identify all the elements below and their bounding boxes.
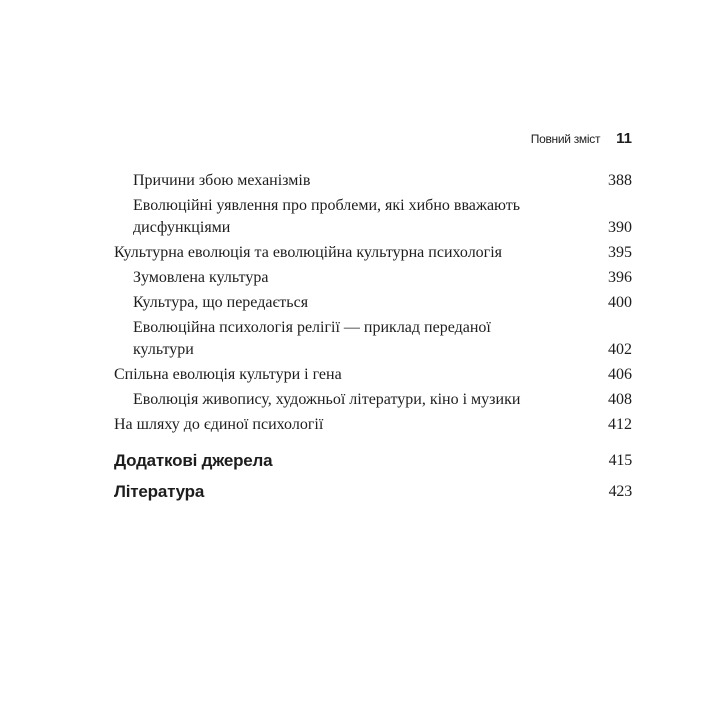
- toc-entry-title: Література: [114, 482, 205, 501]
- toc-entry-page: 400: [608, 294, 632, 311]
- toc-entry-page: 412: [608, 416, 632, 433]
- toc-entry-page: 402: [608, 341, 632, 358]
- header-title: Повний зміст: [530, 132, 601, 146]
- toc-entry-page: 406: [608, 366, 632, 383]
- toc-entry-title: Спільна еволюція культури і гена: [114, 366, 342, 383]
- toc-entry-title: На шляху до єдиної психології: [114, 416, 324, 433]
- toc-entry-title: Додаткові джерела: [114, 451, 273, 470]
- toc-entry-title: Зумовлена культура: [133, 269, 269, 286]
- header-page-number: 11: [616, 130, 632, 147]
- toc-entry-page: 390: [608, 219, 632, 236]
- toc-entry[interactable]: [114, 364, 632, 386]
- table-of-contents: [114, 170, 632, 503]
- toc-entry-title: Культурна еволюція та еволюційна культурна психологія: [114, 244, 503, 261]
- toc-entry-page: 408: [608, 391, 632, 408]
- toc-entry-title: Культура, що передається: [133, 294, 309, 311]
- toc-entry-page: 415: [608, 452, 632, 469]
- toc-entry[interactable]: [114, 414, 632, 436]
- toc-entry-title: Еволюційна психологія релігії — приклад переданої культури: [133, 319, 491, 358]
- toc-entry-main[interactable]: [114, 481, 632, 503]
- toc-entry-title: Еволюційні уявлення про проблеми, які хибно вважають дисфункціями: [133, 197, 521, 236]
- toc-entry-page: 395: [608, 244, 632, 261]
- toc-entry-main[interactable]: [114, 450, 632, 472]
- toc-entry[interactable]: [114, 389, 632, 411]
- running-header: [531, 130, 632, 147]
- toc-entry-page: 396: [608, 269, 632, 286]
- toc-entry-title: Еволюція живопису, художньої літератури, кіно і музики: [133, 391, 521, 408]
- toc-entry[interactable]: [114, 292, 632, 314]
- toc-entry[interactable]: [114, 242, 632, 264]
- toc-entry[interactable]: [114, 267, 632, 289]
- toc-entry[interactable]: [114, 317, 632, 361]
- toc-entry-page: 388: [608, 172, 632, 189]
- toc-entry-title: Причини збою механізмів: [133, 172, 311, 189]
- toc-entry-page: 423: [608, 483, 632, 500]
- toc-entry[interactable]: [114, 170, 632, 192]
- toc-entry[interactable]: [114, 195, 632, 239]
